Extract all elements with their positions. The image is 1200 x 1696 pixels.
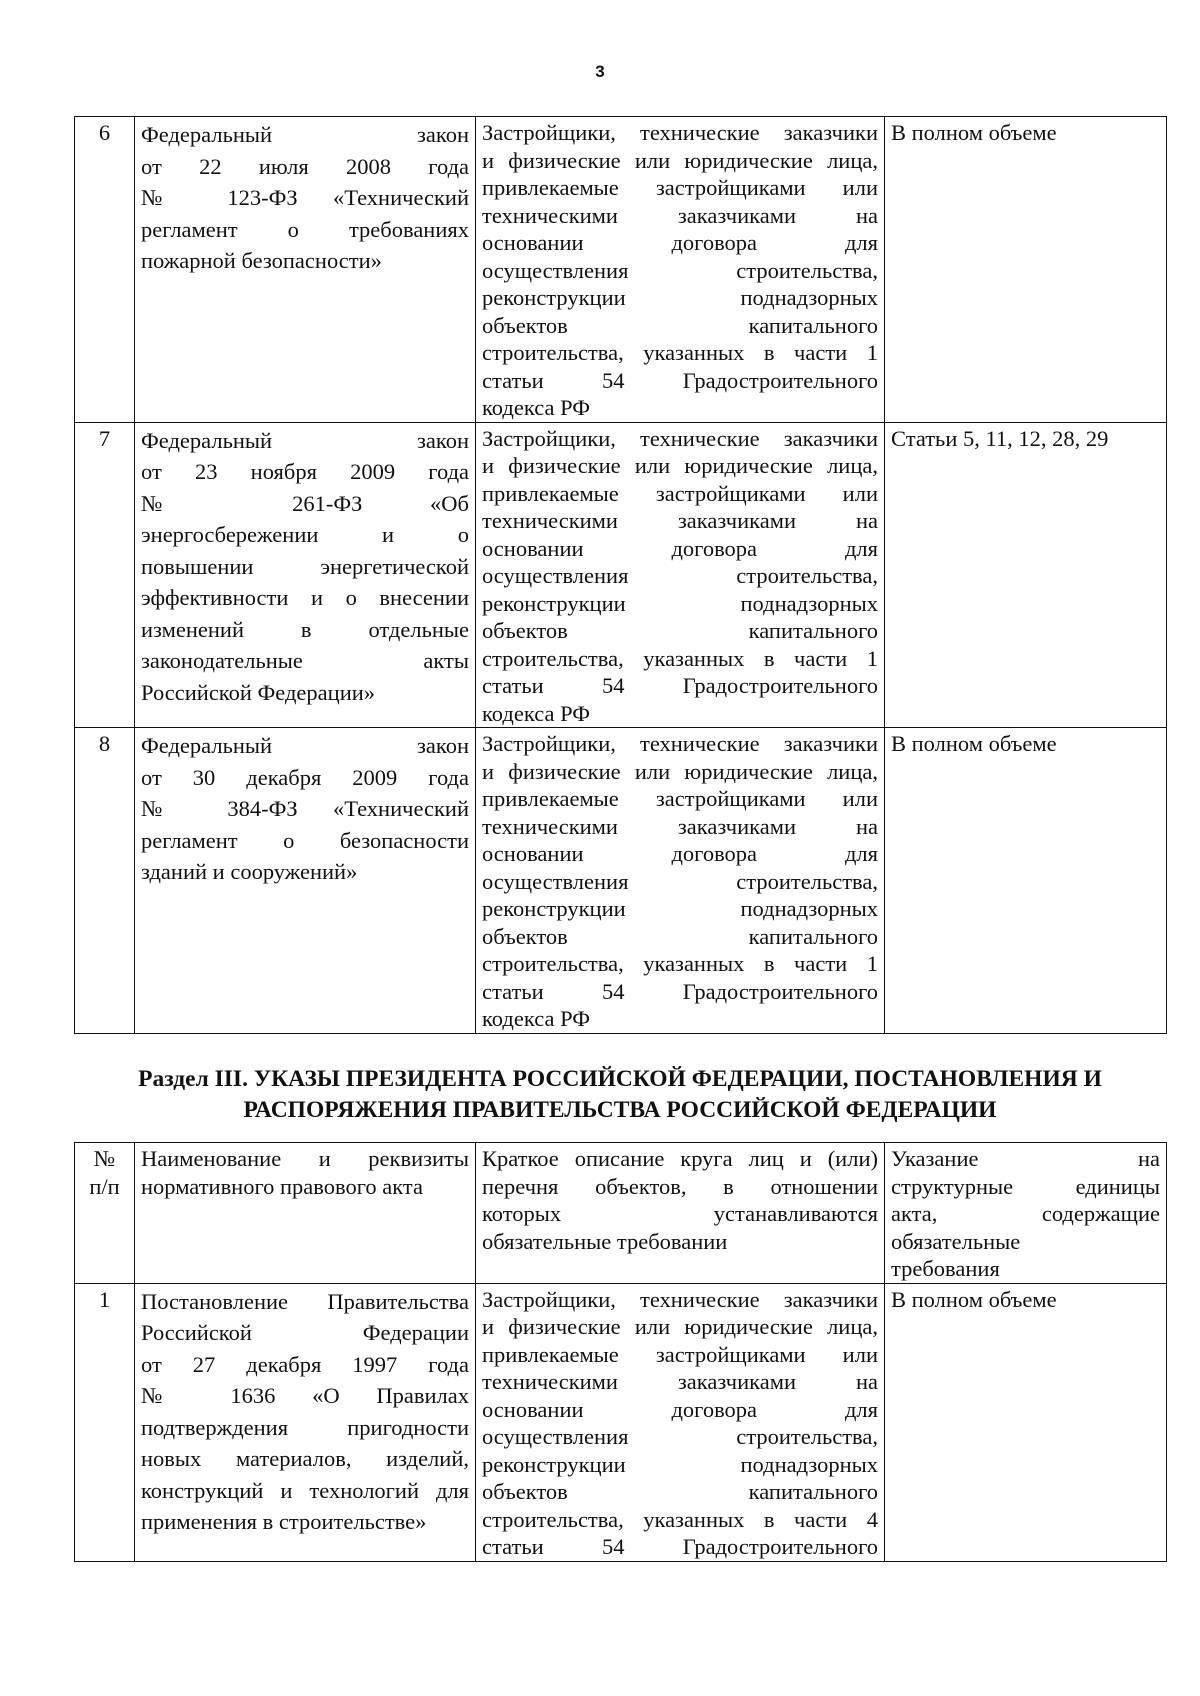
act-name-line: Федеральный закон xyxy=(141,122,469,147)
subjects-description-line: основании договора для xyxy=(482,230,878,255)
header-act-name-line: нормативного правового акта xyxy=(141,1173,423,1199)
subjects-description-line: реконструкции поднадзорных xyxy=(482,896,878,921)
act-name-line: № 261-ФЗ «Об xyxy=(141,490,469,516)
subjects-description-line: привлекаемые застройщиками или xyxy=(482,480,878,506)
subjects-description-line: статьи 54 Градостроительного xyxy=(482,978,878,1004)
subjects-description-line: привлекаемые застройщиками или xyxy=(482,786,878,811)
act-name-line: зданий и сооружений» xyxy=(141,859,358,884)
subjects-description-line: объектов капитального xyxy=(482,923,878,949)
subjects-description-cell xyxy=(476,422,885,728)
header-act-name-line: Наименование и реквизиты xyxy=(141,1146,469,1171)
subjects-description-line: осуществления строительства, xyxy=(482,257,878,283)
subjects-description-line: Застройщики, технические заказчики xyxy=(482,1286,878,1312)
act-name-line: законодательные акты xyxy=(141,648,469,673)
act-name-line: новых материалов, изделий, xyxy=(141,1446,469,1471)
row-number-cell: 6 xyxy=(75,117,135,423)
act-name-line: от 22 июля 2008 года xyxy=(141,153,469,179)
act-name-line: Федеральный закон xyxy=(141,427,469,453)
subjects-description-line: кодекса РФ xyxy=(482,700,590,726)
row-number-cell: 8 xyxy=(75,728,135,1034)
subjects-description-line: реконструкции поднадзорных xyxy=(482,285,878,310)
structural-units-cell: В полном объеме xyxy=(885,117,1167,423)
act-name-line: Российской Федерации» xyxy=(141,679,376,705)
subjects-description-line: строительства, указанных в части 1 xyxy=(482,951,878,976)
header-number-line: № xyxy=(93,1146,116,1171)
subjects-description-line: техническими заказчиками на xyxy=(482,508,878,533)
subjects-description-line: строительства, указанных в части 4 xyxy=(482,1506,878,1532)
act-name-cell xyxy=(135,422,476,728)
section-heading-line-1: Раздел III. УКАЗЫ ПРЕЗИДЕНТА РОССИЙСКОЙ ФЕДЕРАЦИИ, ПОСТАНОВЛЕНИЯ И xyxy=(138,1066,1102,1092)
act-name-line: Постановление Правительства xyxy=(141,1288,469,1314)
act-name-line: изменений в отдельные xyxy=(141,616,469,642)
act-name-line: регламент о требованиях xyxy=(141,216,469,242)
header-description-cell xyxy=(476,1143,885,1284)
subjects-description-line: статьи 54 Градостроительного xyxy=(482,673,878,698)
act-name-line: № 1636 «О Правилах xyxy=(141,1383,469,1408)
act-name-line: пожарной безопасности» xyxy=(141,248,382,273)
subjects-description-line: объектов капитального xyxy=(482,312,878,338)
subjects-description-line: осуществления строительства, xyxy=(482,1424,878,1449)
subjects-description-line: объектов капитального xyxy=(482,618,878,643)
requirements-table-section-3 xyxy=(74,1142,1167,1562)
requirements-table-section-2 xyxy=(74,116,1167,1034)
subjects-description-line: основании договора для xyxy=(482,841,878,866)
subjects-description-line: Застройщики, технические заказчики xyxy=(482,120,878,145)
subjects-description-line: и физические или юридические лица, xyxy=(482,453,878,478)
header-structural-units-line: акта, содержащие xyxy=(891,1201,1160,1226)
act-name-line: энергосбережении и о xyxy=(141,522,469,547)
subjects-description-cell xyxy=(476,728,885,1034)
subjects-description-line: и физические или юридические лица, xyxy=(482,1314,878,1339)
subjects-description-line: и физические или юридические лица, xyxy=(482,758,878,784)
subjects-description-line: Застройщики, технические заказчики xyxy=(482,731,878,756)
act-name-line: № 123-ФЗ «Технический xyxy=(141,185,469,210)
act-name-line: Российской Федерации xyxy=(141,1320,469,1345)
structural-units-cell: В полном объеме xyxy=(885,1283,1167,1561)
act-name-line: от 30 декабря 2009 года xyxy=(141,764,469,790)
page-number: 3 xyxy=(595,62,605,81)
header-structural-units-line: требования xyxy=(891,1256,1000,1281)
subjects-description-line: основании договора для xyxy=(482,1396,878,1422)
subjects-description-line: строительства, указанных в части 1 xyxy=(482,340,878,365)
act-name-cell xyxy=(135,728,476,1034)
table-row xyxy=(75,117,1167,423)
subjects-description-line: статьи 54 Градостроительного xyxy=(482,367,878,393)
act-name-line: Федеральный закон xyxy=(141,733,469,758)
section-3-heading xyxy=(74,1064,1166,1126)
subjects-description-line: техническими заказчиками на xyxy=(482,813,878,839)
subjects-description-line: реконструкции поднадзорных xyxy=(482,1451,878,1477)
subjects-description-line: кодекса РФ xyxy=(482,395,590,420)
act-name-line: повышении энергетической xyxy=(141,553,469,579)
subjects-description-line: кодекса РФ xyxy=(482,1006,590,1031)
header-description-line: Краткое описание круга лиц и (или) xyxy=(482,1146,878,1171)
header-structural-units-line: структурные единицы xyxy=(891,1173,1160,1199)
row-number-cell: 7 xyxy=(75,422,135,728)
section-heading-line-2: РАСПОРЯЖЕНИЯ ПРАВИТЕЛЬСТВА РОССИЙСКОЙ ФЕДЕРАЦИИ xyxy=(243,1097,997,1123)
act-name-line: регламент о безопасности xyxy=(141,827,469,853)
subjects-description-line: осуществления строительства, xyxy=(482,563,878,588)
row-number-cell: 1 xyxy=(75,1283,135,1561)
structural-units-cell: Статьи 5, 11, 12, 28, 29 xyxy=(885,422,1167,728)
subjects-description-line: реконструкции поднадзорных xyxy=(482,590,878,616)
header-description-line: обязательные требовании xyxy=(482,1228,728,1254)
subjects-description-line: строительства, указанных в части 1 xyxy=(482,645,878,671)
subjects-description-line: привлекаемые застройщиками или xyxy=(482,1341,878,1367)
subjects-description-line: статьи 54 Градостроительного xyxy=(482,1534,878,1559)
act-name-line: применения в строительстве» xyxy=(141,1509,427,1534)
act-name-line: от 23 ноября 2009 года xyxy=(141,459,469,484)
subjects-description-cell xyxy=(476,117,885,423)
header-number-cell xyxy=(75,1143,135,1284)
act-name-line: от 27 декабря 1997 года xyxy=(141,1351,469,1377)
act-name-cell xyxy=(135,1283,476,1561)
act-name-line: № 384-ФЗ «Технический xyxy=(141,796,469,821)
subjects-description-line: техническими заказчиками на xyxy=(482,1369,878,1394)
subjects-description-cell xyxy=(476,1283,885,1561)
subjects-description-line: привлекаемые застройщиками или xyxy=(482,175,878,200)
header-description-line: перечня объектов, в отношении xyxy=(482,1173,878,1199)
header-structural-units-line: обязательные xyxy=(891,1228,1021,1254)
act-name-line: подтверждения пригодности xyxy=(141,1414,469,1440)
header-description-line: которых устанавливаются xyxy=(482,1201,878,1226)
table-row xyxy=(75,422,1167,728)
header-structural-units-cell xyxy=(885,1143,1167,1284)
act-name-line: эффективности и о внесении xyxy=(141,585,469,610)
subjects-description-line: техническими заказчиками на xyxy=(482,202,878,228)
header-structural-units-line: Указание на xyxy=(891,1146,1160,1171)
subjects-description-line: осуществления строительства, xyxy=(482,868,878,894)
table-header-row xyxy=(75,1143,1167,1284)
table-row xyxy=(75,1283,1167,1561)
subjects-description-line: основании договора для xyxy=(482,535,878,561)
act-name-cell xyxy=(135,117,476,423)
subjects-description-line: Застройщики, технические заказчики xyxy=(482,425,878,451)
table-row xyxy=(75,728,1167,1034)
act-name-line: конструкций и технологий для xyxy=(141,1477,469,1503)
header-act-name-cell xyxy=(135,1143,476,1284)
header-number-line: п/п xyxy=(89,1173,120,1199)
structural-units-cell: В полном объеме xyxy=(885,728,1167,1034)
subjects-description-line: объектов капитального xyxy=(482,1479,878,1504)
subjects-description-line: и физические или юридические лица, xyxy=(482,147,878,173)
